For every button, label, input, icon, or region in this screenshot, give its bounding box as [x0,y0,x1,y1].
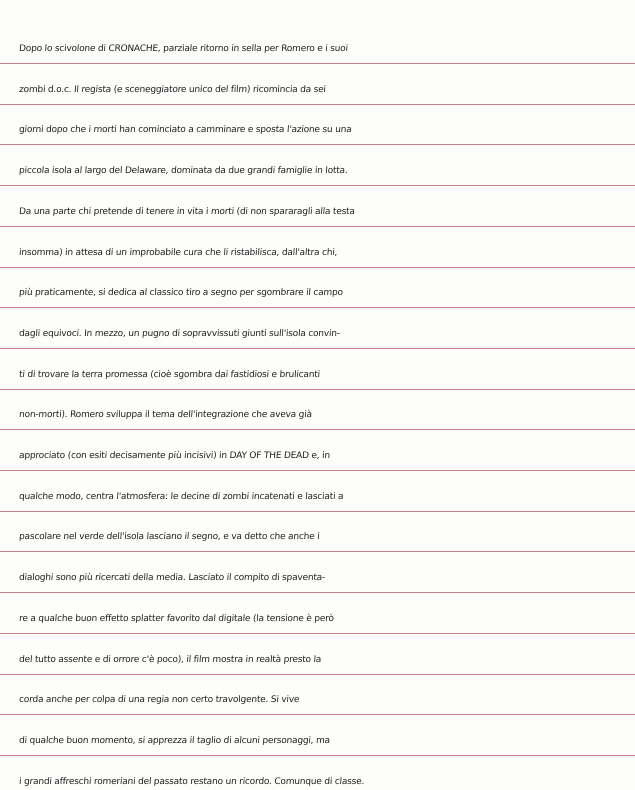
handwritten-line: del tutto assente e di orrore c'è poco), il film mostra in realtà presto la [18,655,322,665]
handwritten-line: piccola isola al largo del Delaware, dominata da due grandi famiglie in lotta. [18,166,348,176]
handwritten-line: giorni dopo che i morti han cominciato a camminare e sposta l'azione su una [18,125,352,135]
handwritten-line: più praticamente, si dedica al classico tiro a segno per sgombrare il campo [18,288,344,298]
handwritten-line: insomma) in attesa di un improbabile cura che li ristabilisca, dall'altra chi, [18,248,338,258]
handwritten-line: ti di trovare la terra promessa (cioè sgombra dai fastidiosi e brulicanti [18,370,321,380]
handwritten-line: i grandi affreschi romeriani del passato restano un ricordo. Comunque di classe. [18,777,365,787]
handwritten-line: Da una parte chi pretende di tenere in vita i morti (di non spararagli alla testa [18,207,356,217]
handwritten-line: pascolare nel verde dell'isola lasciano il segno, e va detto che anche i [18,532,320,542]
handwritten-line: zombi d.o.c. Il regista (e sceneggiatore unico del film) ricomincia da sei [18,85,327,95]
handwritten-line: corda anche per colpa di una regia non certo travolgente. Si vive [18,695,300,705]
handwritten-line: Dopo lo scivolone di CRONACHE, parziale ritorno in sella per Romero e i suoi [18,44,349,54]
handwritten-line: re a qualche buon effetto splatter favorito dal digitale (la tensione è però [18,614,335,624]
handwritten-line: dialoghi sono più ricercati della media. Lasciato il compito di spaventa- [18,573,326,583]
handwritten-line: dagli equivoci. In mezzo, un pugno di sopravvissuti giunti sull'isola convin- [18,329,341,339]
handwritten-line: di qualche buon momento, si apprezza il taglio di alcuni personaggi, ma [18,736,331,746]
handwritten-line: approciato (con esiti decisamente più incisivi) in DAY OF THE DEAD e, in [18,451,331,461]
handwritten-line: qualche modo, centra l'atmosfera: le decine di zombi incatenati e lasciati a [18,492,344,502]
handwritten-line: non-morti). Romero sviluppa il tema dell'integrazione che aveva già [18,410,313,420]
